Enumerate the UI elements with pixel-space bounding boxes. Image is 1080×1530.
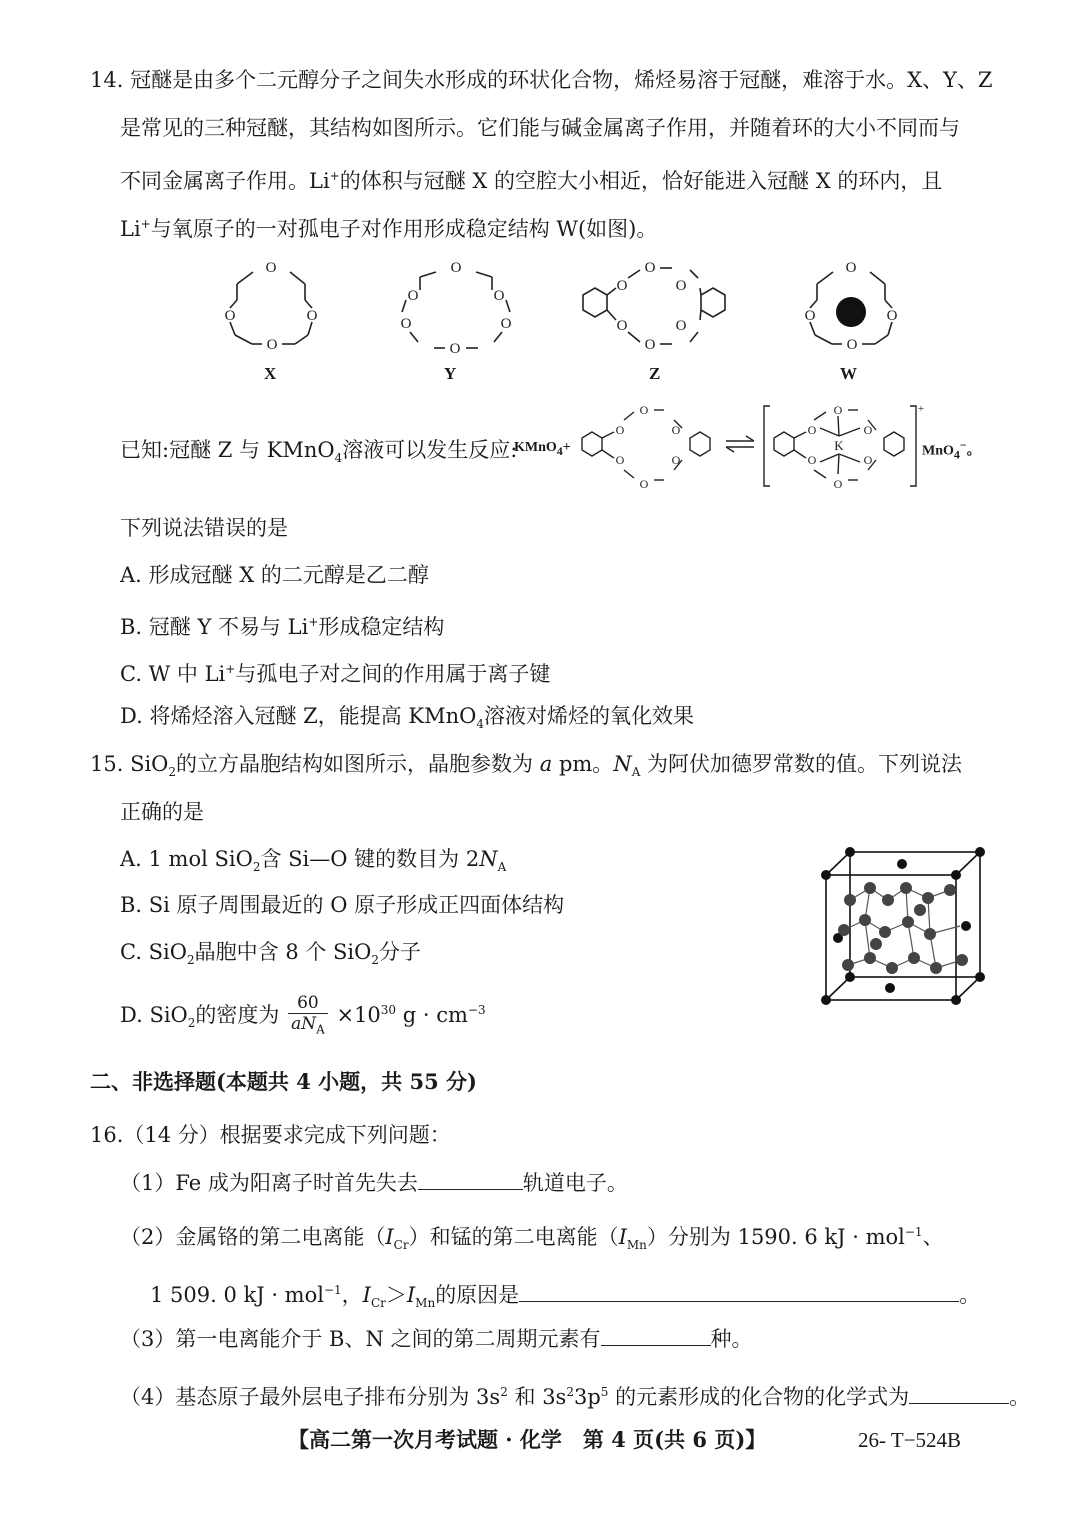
sio2-unit-cell-figure [810, 840, 995, 1010]
label-y: Y [444, 364, 457, 383]
answer-blank[interactable] [909, 1383, 1009, 1404]
svg-text:O: O [807, 423, 817, 437]
oxygen-label: O [266, 337, 278, 353]
potassium-label: K [834, 438, 844, 453]
footer-code: 26- T−524B [858, 1428, 962, 1452]
oxygen-label: O [449, 341, 461, 357]
oxygen-label: O [846, 337, 858, 353]
q16-line-1: 16.（14 分）根据要求完成下列问题： [90, 1123, 451, 1147]
q16-part-2-cont: 1 509. 0 kJ · mol$^{-1}$，$I_{Cr}>I_{Mn}$的原因是 。 [150, 1283, 981, 1311]
q15-option-a: A. 1 mol SiO$_2$含 Si—O 键的数目为 $2N_A$ [120, 847, 507, 875]
q14-stem: 下列说法错误的是 [120, 516, 288, 540]
q14-line-3: 不同金属离子作用。Li+的体积与冠醚 X 的空腔大小相近，恰好能进入冠醚 X 的环内，且 [120, 169, 943, 193]
oxygen-label: O [224, 308, 236, 324]
lithium-ion-sphere [836, 297, 866, 327]
svg-text:O: O [639, 403, 649, 417]
q15-option-c: C. SiO$_2$晶胞中含 8 个 SiO$_2$分子 [120, 940, 421, 968]
density-fraction: $\frac{60}{aN_A}$ [288, 993, 328, 1039]
footer-title: 【高二第一次月考试题 · 化学 第 4 页(共 6 页)】 [288, 1427, 767, 1452]
oxygen-label: O [644, 260, 656, 276]
oxygen-label: O [500, 316, 512, 332]
oxygen-label: O [407, 288, 419, 304]
oxygen-label: O [265, 260, 277, 276]
q14-option-a: A. 形成冠醚 X 的二元醇是乙二醇 [120, 563, 429, 587]
oxygen-label: O [644, 337, 656, 353]
svg-text:+: + [917, 403, 925, 415]
q14-line-1: 14. 冠醚是由多个二元醇分子之间失水形成的环状化合物，烯烃易溶于冠醚，难溶于水。X、Y、Z [90, 68, 993, 92]
oxygen-label: O [675, 278, 687, 294]
oxygen-label: O [616, 318, 628, 334]
reaction-scheme [576, 398, 926, 490]
q15-option-b: B. Si 原子周围最近的 O 原子形成正四面体结构 [120, 893, 565, 917]
section-2-title: 二、非选择题(本题共 4 小题，共 55 分) [90, 1069, 477, 1094]
reaction-reagent: KMnO$_4$+ [514, 440, 571, 458]
q15-line-1: 15. SiO$_2$的立方晶胞结构如图所示，晶胞参数为 a pm。$N_A$ 为阿伏加德罗常数的值。下列说法 [90, 752, 963, 780]
reaction-anion: MnO$_4$−。 [922, 438, 981, 462]
oxygen-label: O [804, 308, 816, 324]
q15-option-d: D. SiO$_2$的密度为 $\frac{60}{aN_A}$ $\times 10^{30}$ $g \cdot cm^{-3}$ [120, 988, 486, 1045]
q16-part-3: （3）第一电离能介于 B、N 之间的第二周期元素有 种。 [120, 1327, 753, 1351]
oxygen-label: O [400, 316, 412, 332]
svg-text:O: O [671, 453, 681, 467]
oxygen-label: O [845, 260, 857, 276]
svg-text:O: O [615, 423, 625, 437]
svg-text:O: O [863, 453, 873, 467]
q16-part-1: （1）Fe 成为阳离子时首先失去 轨道电子。 [120, 1171, 628, 1195]
answer-blank[interactable] [519, 1281, 959, 1302]
oxygen-label: O [306, 308, 318, 324]
q14-option-c: C. W 中 Li+与孤电子对之间的作用属于离子键 [120, 662, 551, 686]
answer-blank[interactable] [601, 1325, 711, 1346]
oxygen-label: O [450, 260, 462, 276]
q14-option-b: B. 冠醚 Y 不易与 Li+形成稳定结构 [120, 615, 445, 639]
label-w: W [840, 364, 857, 383]
svg-text:O: O [863, 423, 873, 437]
crown-ether-y [402, 272, 510, 348]
q14-line-2: 是常见的三种冠醚，其结构如图所示。它们能与碱金属离子作用，并随着环的大小不同而与 [120, 116, 960, 140]
svg-text:O: O [671, 423, 681, 437]
crown-ether-structures [200, 250, 920, 390]
oxygen-label: O [616, 278, 628, 294]
crown-ether-x [230, 272, 312, 344]
oxygen-label: O [675, 318, 687, 334]
svg-text:O: O [807, 453, 817, 467]
oxygen-label: O [493, 288, 505, 304]
label-z: Z [649, 364, 661, 383]
svg-text:O: O [615, 453, 625, 467]
q14-known-text: 已知:冠醚 Z 与 KMnO$_4$溶液可以发生反应: [120, 438, 518, 466]
svg-text:O: O [639, 477, 649, 490]
answer-blank[interactable] [418, 1169, 523, 1190]
q14-line-4: Li+与氧原子的一对孤电子对作用形成稳定结构 W(如图)。 [120, 217, 658, 241]
q14-option-d: D. 将烯烃溶入冠醚 Z，能提高 KMnO$_4$溶液对烯烃的氧化效果 [120, 704, 694, 732]
q16-part-4: （4）基态原子最外层电子排布分别为 $3s^2$ 和 $3s^23p^5$ 的元素形成的化合物的化学式为 。 [120, 1385, 1031, 1409]
oxygen-label: O [886, 308, 898, 324]
q16-part-2: （2）金属铬的第二电离能$(I_{Cr})$和锰的第二电离能$(I_{Mn})$分别为 1590. 6 kJ · mol$^{-1}$、 [120, 1225, 944, 1253]
svg-text:O: O [833, 403, 843, 417]
label-x: X [264, 364, 277, 383]
crown-ether-z [583, 268, 725, 344]
q15-line-2: 正确的是 [120, 800, 204, 824]
svg-text:O: O [833, 477, 843, 490]
